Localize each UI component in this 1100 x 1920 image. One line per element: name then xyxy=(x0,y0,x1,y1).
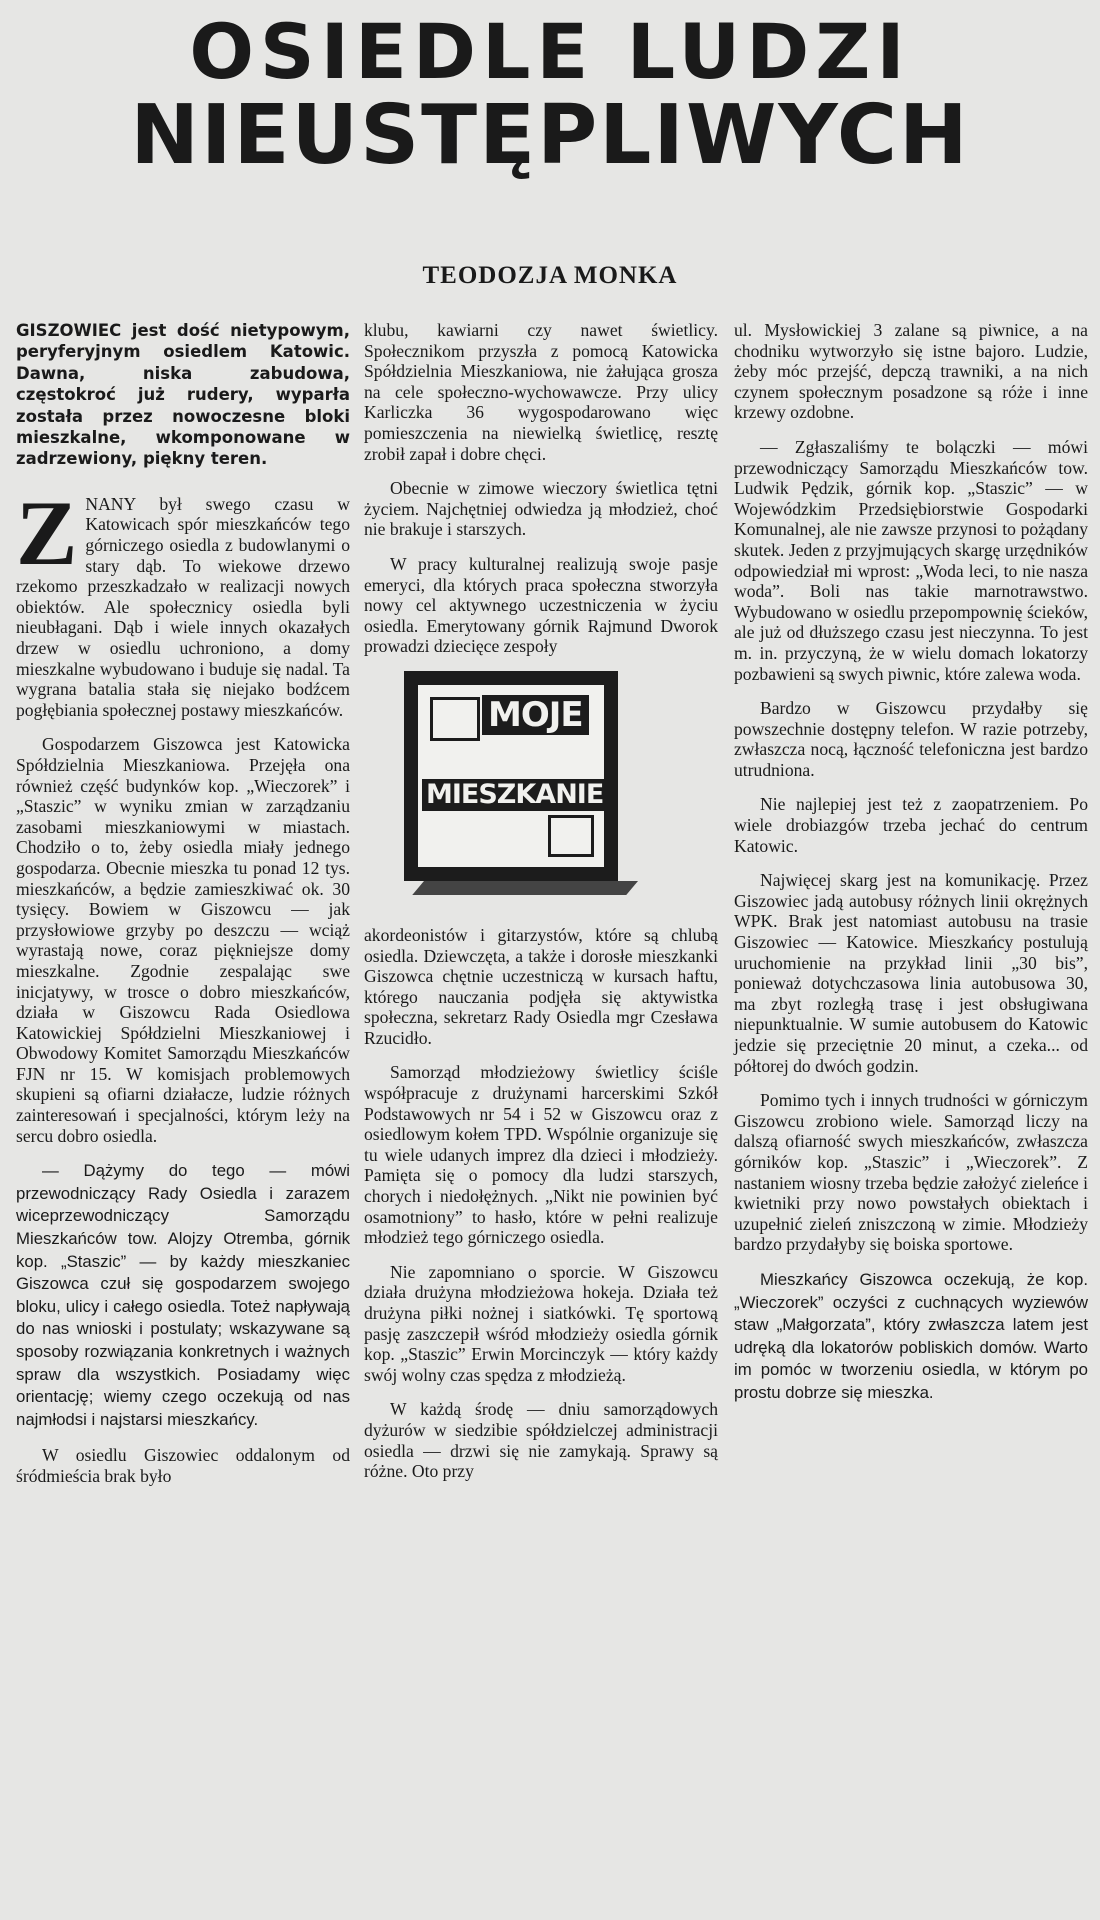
logo-word-1: MOJE xyxy=(482,695,589,735)
article-paragraph: Obecnie w zimowe wieczory świetlica tętni życiem. Najchętniej odwiedza ją młodzież, choć nie brakuje i starszych. xyxy=(364,478,718,540)
article-paragraph: W pracy kulturalnej realizują swoje pasje emeryci, dla których praca społeczna stworzyła nowy cel aktywnego uczestniczenia w życiu osiedla. Emerytowany górnik Rajmund Dworok prowadzi dziecięce zespoły xyxy=(364,553,718,657)
article-paragraph: ul. Mysłowickiej 3 zalane są piwnice, a na chodniku wytworzyło się istne bajoro. Ludzie, żeby móc przejść, depczą trawniki, a na nich czynem społecznym posadzone są róże i inne krzewy ozdobne. xyxy=(734,320,1088,423)
article-paragraph: Samorząd młodzieżowy świetlicy ściśle współpracuje z drużynami harcerskimi Szkół Podstawowych nr 54 i 52 w Giszowcu oraz z osiedlowym kołem TPD. Wspólnie organizuje się tu wiele udanych imprez dla dzieci i młodzieży. Pamięta się o pomocy dla ludzi starszych, chorych i niedołężnych. „Nikt nie powinien być osamotniony” to hasło, które w pełni realizuje młodzież tego górniczego osiedla. xyxy=(364,1062,718,1248)
headline-line-1: OSIEDLE LUDZI xyxy=(189,7,911,96)
paragraph-text: NANY był swego czasu w Katowicach spór mieszkańców tego górniczego osiedla z budowlanymi o stary dąb. To wiekowe drzewo rzekomo przeszkadzało w realizacji nowych obiektów. Ale społecznicy osiedla byli nieubłagani. Dąb i wiele innych okazałych drzew w osiedlu uchroniono, a domy mieszkalne wybudowano i buduje się nadal. Ta wygrana batalia stała się niejako bodźcem pogłębiania społecznej postawy mieszkańców. xyxy=(16,493,350,720)
article-paragraph xyxy=(16,481,350,721)
article-paragraph: akordeonistów i gitarzystów, które są chlubą osiedla. Dziewczęta, a także i dorosłe mieszkanki Giszowca chętnie uczestniczą w kursach haftu, którego nauczania podjęła się aktywistka społeczna, sekretarz Rady Osiedla mgr Czesława Rzucidło. xyxy=(364,924,718,1048)
section-logo-wrap xyxy=(364,671,718,911)
article-paragraph: Najwięcej skarg jest na komunikację. Przez Giszowiec jadą autobusy różnych linii okrężnych WPK. Brak jest natomiast autobusu na trasie Giszowiec — Katowice. Mieszkańcy postulują uruchomienie na przykład linii „30 bis”, ponieważ dotychczasowa linia autobusowa 30, ma zbyt rozległą trasę i jest obsługiwana niepunktualnie. W sumie autobusem do Katowic jedzie się przeciętnie 20 minut, a czeka... od półtorej do dwóch godzin. xyxy=(734,870,1088,1076)
logo-word-2: MIESZKANIE xyxy=(422,779,607,811)
article-paragraph: W każdą środę — dniu samorządowych dyżurów w siedzibie spółdzielczej administracji osiedla — drzwi się nie zamykają. Sprawy są różne. Oto przy xyxy=(364,1399,718,1482)
logo-shadow xyxy=(412,881,638,895)
article-paragraph: Pomimo tych i innych trudności w górniczym Giszowcu zrobiono wiele. Samorząd liczy na dalszą ofiarność swych mieszkańców, zwłaszcza górników kop. „Staszic” i „Wieczorek”. Z nastaniem wiosny trzeba będzie założyć zieleńce i kwietniki przy nowo powstałych obiektach i uzupełnić zieleń zniszczoną w zimie. Młodzieży bardzo przydałyby się boiska sportowe. xyxy=(734,1090,1088,1255)
article-paragraph: Gospodarzem Giszowca jest Katowicka Spółdzielnia Mieszkaniowa. Przejęła ona również część budynków kop. „Wieczorek” i „Staszic” w wyniku zmian w zarządzaniu zasobami mieszkaniowymi w miastach. Chodziło o to, żeby osiedla miały jednego gospodarza. Obecnie mieszka tu ponad 12 tys. mieszkańców, a będzie zamieszkiwać ok. 30 tysięcy. Bowiem w Giszowcu — jak przysłowiowe grzyby po deszczu — wciąż wyrastają nowe, coraz piękniejsze domy mieszkalne. Zgodnie zespalając swe inicjatywy, w trosce o dobro mieszkańców, działa w Giszowcu Rada Osiedlowa Katowickiej Spółdzielni Mieszkaniowej i Obwodowy Komitet Samorządu Mieszkańców FJN nr 15. W komisjach problemowych skupieni są ofiarni działacze, ludzie różnych zainteresowań i specjalności, którym leży na sercu dobro osiedla. xyxy=(16,734,350,1146)
column-1 xyxy=(16,320,350,1501)
drop-cap: Z xyxy=(16,481,78,584)
lede-paragraph: GISZOWIEC jest dość nietypowym, peryferyjnym osiedlem Katowic. Dawna, niska zabudowa, częstokroć już rudery, wyparła została przez nowoczesne bloki mieszkalne, wkomponowane w zadrzewiony, piękny teren. xyxy=(16,321,350,469)
column-3 xyxy=(734,320,1088,1419)
moje-mieszkanie-logo xyxy=(404,671,618,881)
article-paragraph: klubu, kawiarni czy nawet świetlicy. Społecznikom przyszła z pomocą Katowicka Spółdzielnia Mieszkaniowa, nie żałująca grosza na cele społeczno-wychowawcze. Przy ulicy Karliczka 36 wygospodarowano więc pomieszczenia na niewielką świetlicę, resztę zrobił zapał i dobre chęci. xyxy=(364,320,718,464)
article-paragraph: Bardzo w Giszowcu przydałby się powszechnie dostępny telefon. W razie potrzeby, zwłaszcza nocą, łączność telefoniczna jest bardzo utrudniona. xyxy=(734,698,1088,780)
article-paragraph: W osiedlu Giszowiec oddalonym od śródmieścia brak było xyxy=(16,1445,350,1486)
article-paragraph: Mieszkańcy Giszowca oczekują, że kop. „Wieczorek” oczyści z cuchnących wyziewów staw „Małgorzata”, który zwłaszcza latem jest udręką dla lokatorów pobliskich domów. Warto im pomóc w tworzeniu osiedla, w którym po prostu dobrze się mieszka. xyxy=(734,1269,1088,1402)
headline-line-2: NIEUSTĘPLIWYCH xyxy=(130,87,970,183)
article-paragraph: — Dążymy do tego — mówi przewodniczący Rady Osiedla i zarazem wiceprzewodniczący Samorządu Mieszkańców tow. Alojzy Otremba, górnik kop. „Staszic” — by każdy mieszkaniec Giszowca czuł się gospodarzem swojego bloku, ulicy i całego osiedla. Toteż napływają do nas wnioski i postulaty; wskazywane są sposoby rozwiązania konkretnych i ważnych spraw dla wszystkich. Posiadamy więc orientację; wiemy czego oczekują od nas najmłodsi i najstarsi mieszkańcy. xyxy=(16,1161,350,1429)
logo-square-top xyxy=(430,697,480,741)
article-paragraph: Nie najlepiej jest też z zaopatrzeniem. Po wiele drobiazgów trzeba jechać do centrum Katowic. xyxy=(734,794,1088,856)
article-paragraph: — Zgłaszaliśmy te bolączki — mówi przewodniczący Samorządu Mieszkańców tow. Ludwik Pędzik, górnik kop. „Staszic” — w Wojewódzkim Przedsiębiorstwie Gospodarki Komunalnej, ale nie zawsze przynosi to pożądany skutek. Jeden z przyjmujących skargę urzędników odpowiedział mi wprost: „Woda leci, to nie nasza woda”. Boli nas takie marnotrawstwo. Wybudowano w osiedlu przepompownię ścieków, ale już od dłuższego czasu jest nieczynna. To jest m. in. przyczyną, że w wielu domach lokatorzy pozbawieni są swych piwnic, które zalewa woda. xyxy=(734,436,1088,684)
article-paragraph: Nie zapomniano o sporcie. W Giszowcu działa drużyna młodzieżowa hokeja. Działa też drużyna piłki nożnej i siatkówki. Tę sportową pasję zaszczepił wśród młodzieży osiedla górnik kop. „Staszic” Erwin Morcinczyk — który każdy swój wolny czas spędza z młodzieżą. xyxy=(364,1261,718,1385)
logo-square-bottom xyxy=(548,815,594,857)
column-2 xyxy=(364,320,718,1496)
author-byline: TEODOZJA MONKA xyxy=(422,262,678,289)
logo-frame xyxy=(416,683,606,869)
headline xyxy=(0,7,1100,183)
